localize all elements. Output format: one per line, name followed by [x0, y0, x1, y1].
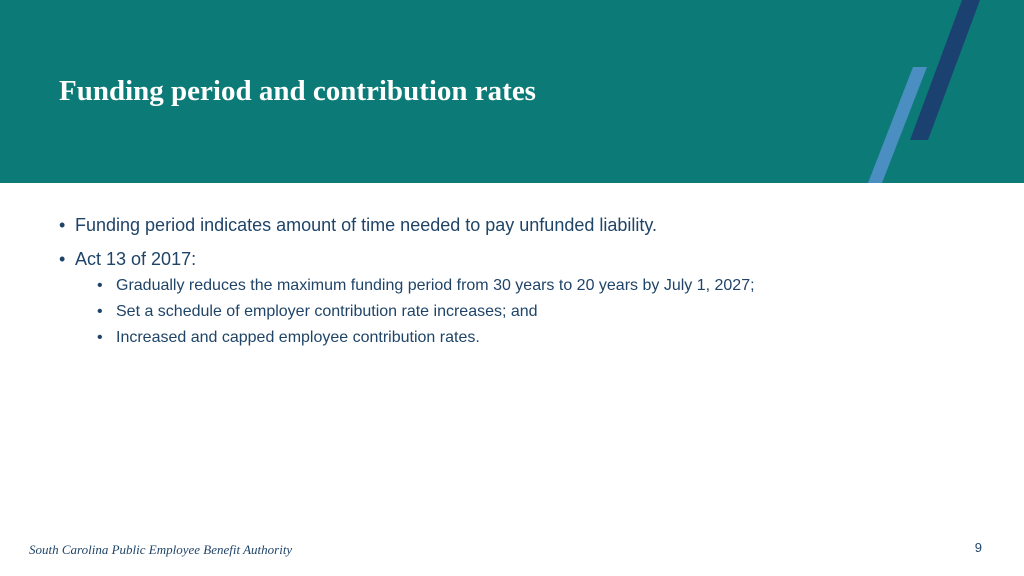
bullet-glyph: •	[59, 215, 66, 235]
bullet-glyph: •	[97, 277, 103, 294]
sub-bullet-item	[97, 327, 480, 349]
sub-bullet-text: Gradually reduces the maximum funding period from 30 years to 20 years by July 1, 2027;	[116, 277, 755, 294]
bullet-text: Act 13 of 2017:	[75, 249, 197, 269]
sub-bullet-text: Set a schedule of employer contribution rate increases; and	[116, 303, 538, 320]
sub-bullet-text: Increased and capped employee contribution rates.	[116, 329, 480, 346]
sub-bullet-item	[97, 275, 755, 297]
footer-organization: South Carolina Public Employee Benefit Authority	[29, 542, 293, 557]
bullet-item	[59, 247, 196, 271]
decorative-stripes	[0, 0, 1024, 183]
bullet-glyph: •	[97, 329, 103, 346]
bullet-glyph: •	[97, 303, 103, 320]
bullet-item	[59, 213, 657, 237]
bullet-text: Funding period indicates amount of time needed to pay unfunded liability.	[75, 215, 658, 235]
bullet-glyph: •	[59, 249, 66, 269]
slide-title: Funding period and contribution rates	[59, 75, 536, 107]
sub-bullet-item	[97, 301, 538, 323]
page-number: 9	[974, 540, 982, 555]
